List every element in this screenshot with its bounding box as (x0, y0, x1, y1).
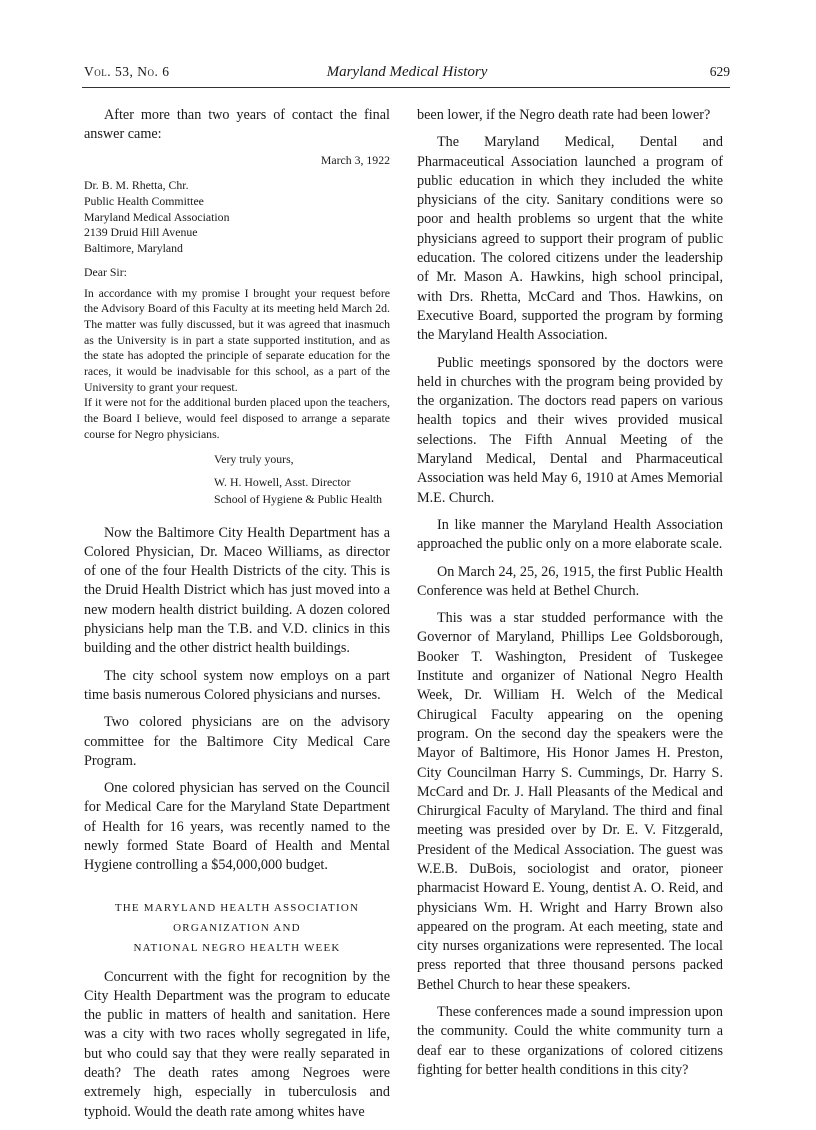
body-paragraph: Now the Baltimore City Health Department has a Colored Physician, Dr. Maceo Williams, as director of one of the four Health Districts of the city. This is the Druid Health District which has just moved into a new modern health district building. A dozen colored physicians help man the T.B. and V.D. clinics in this building and the other district health buildings. (84, 524, 390, 657)
address-line: Public Health Committee (84, 194, 204, 208)
body-paragraph: The city school system now employs on a part time basis numerous Colored physicians and nurses. (84, 667, 390, 703)
letter-address (84, 178, 390, 257)
body-paragraph: Concurrent with the fight for recognition by the City Health Department was the program to educate the public in matters of health and sanitation. Here was a city with two races wholly segregated in life, but who could say that they were really separated in death? The death rates among Negroes were extremely high, especially in tuberculosis and typhoid. Would the death rate among whites have (84, 968, 390, 1120)
page-number: 629 (709, 64, 730, 79)
address-line: Baltimore, Maryland (84, 241, 183, 256)
letter-body-paragraph: In accordance with my promise I brought your request before the Advisory Board of this Faculty at its meeting held March 2d. The matter was fully discussed, but it was agreed that inasmuch as the University is in part a state supported institution, and as the state has adopted the principle of separate education for the races, it would be inadvisable for this school, as a part of the University to grant your request. (84, 285, 390, 394)
continued-paragraph: been lower, if the Negro death rate had been lower? (417, 107, 711, 123)
left-column (84, 106, 390, 1130)
running-header (84, 64, 730, 88)
letter-date: March 3, 1922 (320, 152, 390, 167)
journal-title: Maryland Medical History (326, 64, 488, 80)
body-paragraph: In like manner the Maryland Health Association approached the public only on a more elaborate scale. (417, 516, 723, 553)
body-paragraph: The Maryland Medical, Dental and Pharmaceutical Association launched a program of public education in which they included the white physicians of the city. Sanitary conditions were so poor and health problems so urgent that the white physicians agreed to support their program of public education. The colored citizens under the leadership of Mr. Mason A. Hawkins, high school principal, with Drs. Rhetta, McCard and Thos. Hawkins, on Executive Board, supported the program by forming the Maryland Health Association. (417, 134, 723, 344)
header-rule (82, 87, 730, 88)
address-line: Dr. B. M. Rhetta, Chr. (84, 178, 189, 193)
section-heading (84, 898, 390, 958)
body-paragraph: On March 24, 25, 26, 1915, the first Public Health Conference was held at Bethel Church. (417, 563, 723, 599)
body-paragraph: These conferences made a sound impression upon the community. Could the white community turn a deaf ear to these organizations of colored citizens fighting for better health conditions in this city? (417, 1004, 723, 1078)
body-paragraph: One colored physician has served on the Council for Medical Care for the Maryland State Department of Health for 16 years, was recently named to the newly formed State Board of Health and Mental Hygiene controlling a $54,000,000 budget. (84, 780, 390, 874)
letter-closing (214, 451, 390, 508)
section-heading-line: ORGANIZATION AND (173, 921, 301, 934)
body-paragraph: This was a star studded performance with the Governor of Maryland, Phillips Lee Goldsborough, Booker T. Washington, President of Tuskegee Institute and organizer of National Negro Health Week, Dr. William H. Welch of the Medical Chirugical Faculty appearing on the opening program. On the second day the speakers were the Mayor of Baltimore, His Honor James H. Preston, City Councilman Harry S. Cummings, Dr. Harry S. McCard and Dr. J. Hall Pleasants of the Medical and Chirurgical Faculty of Maryland. The third and final meeting was presided over by Dr. E. V. Fitzgerald, President of the Medical Association. The guest was W.E.B. DuBois, sociologist and orator, pioneer pharmacist Howard E. Young, dentist A. O. Reid, and physicians Wm. H. Wright and Harry Brown also appeared on the program. At each meeting, state and city nurses organizations were represented. The local press reported that three thousand persons packed Bethel Church to hear these speakers. (417, 610, 723, 993)
body-paragraph: Public meetings sponsored by the doctors were held in churches with the program being provided by the organization. The doctors read papers on various health topics and their wives provided musical selections. The Fifth Annual Meeting of the Maryland Medical, Dental and Pharmaceutical Association was held May 6, 1910 at Ames Memorial M.E. Church. (417, 354, 723, 506)
address-line: Maryland Medical Association (84, 209, 230, 224)
letter-school: School of Hygiene & Public Health (214, 491, 383, 506)
letter-body-paragraph: If it were not for the additional burden placed upon the teachers, the Board I believe, would feel disposed to arrange a separate course for Negro physicians. (84, 395, 390, 441)
section-heading-line: THE MARYLAND HEALTH ASSOCIATION (114, 901, 360, 914)
right-column (417, 106, 723, 1088)
quoted-letter (84, 153, 390, 508)
letter-salutation: Dear Sir: (84, 264, 127, 279)
letter-intro: After more than two years of contact the final answer came: (84, 107, 390, 143)
address-line: 2139 Druid Hill Avenue (84, 225, 198, 240)
letter-signer: W. H. Howell, Asst. Director (214, 474, 351, 489)
section-heading-line: NATIONAL NEGRO HEALTH WEEK (133, 941, 341, 954)
closing-phrase: Very truly yours, (214, 451, 294, 466)
volume-number: Vol. 53, No. 6 (84, 64, 170, 79)
body-paragraph: Two colored physicians are on the advisory committee for the Baltimore City Medical Care Program. (84, 714, 390, 769)
